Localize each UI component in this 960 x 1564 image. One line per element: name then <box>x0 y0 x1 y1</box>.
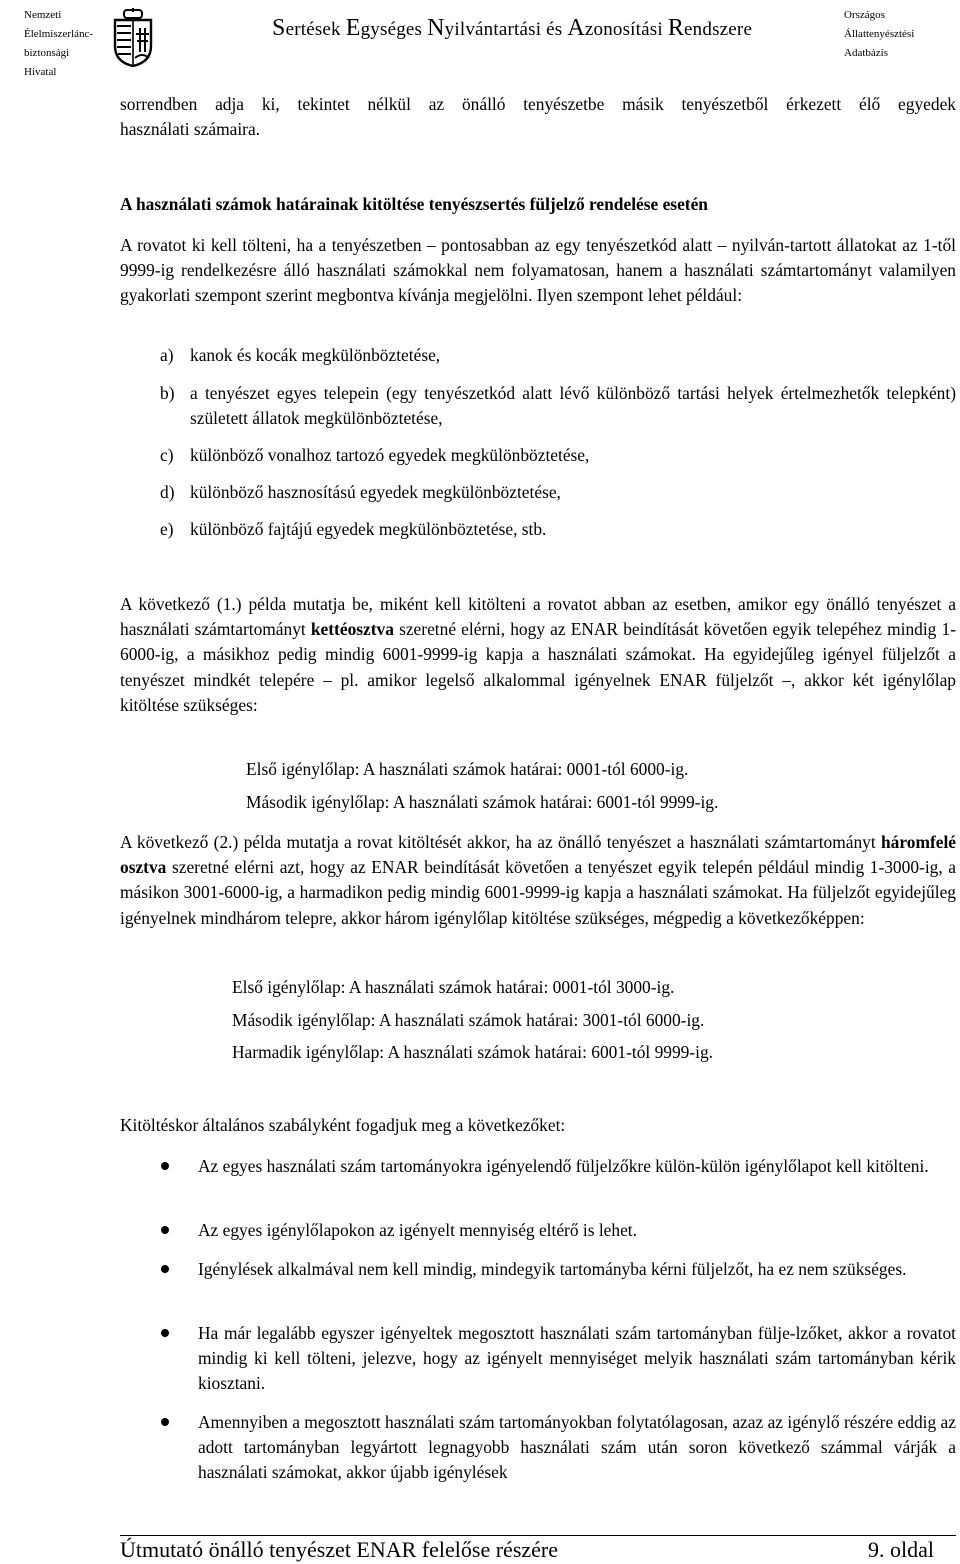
bullet-icon <box>161 1418 169 1426</box>
rule-item: Ha már legalább egyszer igényeltek megosztott használati szám tartományban fülje-lzőket, akkor a rovatot mindig ki kell tölteni, jelezve, hogy az igényelt mennyiséget melyik használati szám tartományban kérik kiosztani. <box>198 1323 956 1394</box>
request-line: Második igénylőlap: A használati számok határai: 6001-tól 9999-ig. <box>246 792 719 812</box>
example-1-text: szeretné elérni, hogy az ENAR beindítását követően egyik telepéhez mindig 1-6000-ig, a másikhoz pedig mindig 6001-9999-ig kapja a használati számokat. Ha egyidejűleg igényel füljelzőt a tenyészet mindkét telepére – pl. amikor legelső alkalommal igényelnek ENAR füljelzőt –, akkor két igénylőlap kitöltése szükséges: <box>120 619 956 715</box>
title-word: Nyilvántartási és <box>427 15 568 41</box>
request-line: Harmadik igénylőlap: A használati számok határai: 6001-tól 9999-ig. <box>232 1042 714 1062</box>
footer-page-number: 9. oldal <box>868 1537 934 1562</box>
title-word: Rendszere <box>667 15 753 41</box>
nebih-name-line: Hivatal <box>24 66 57 78</box>
list-item-text: különböző vonalhoz tartozó egyedek megkülönböztetése, <box>190 445 590 466</box>
list-item <box>160 381 956 431</box>
bullet-icon <box>161 1329 169 1337</box>
request-line: Első igénylőlap: A használati számok határai: 0001-tól 6000-ig. <box>246 759 689 779</box>
nebih-name-line: Élelmiszerlánc- <box>24 28 94 40</box>
database-name-line: Állattenyésztési <box>844 28 915 40</box>
database-name <box>844 6 914 63</box>
list-item <box>160 480 956 505</box>
list-item-label: a) <box>160 345 174 365</box>
list-item-text: kanok és kocák megkülönböztetése, <box>190 345 441 366</box>
list-item-text: különböző fajtájú egyedek megkülönböztetése, stb. <box>190 519 547 540</box>
list-item-text: különböző hasznosítású egyedek megkülönböztetése, <box>190 482 561 503</box>
example-2-emphasis: háromfelé osztva <box>120 832 956 878</box>
nebih-name-line: biztonsági <box>24 47 70 59</box>
example-2-text: szeretné elérni azt, hogy az ENAR beindítását követően a tenyészet egyik telepén például mindig 1-3000-ig, a másikon 3001-6000-ig, a harmadikon pedig mindig 6001-9999-ig kapja a használati számokat. Ha füljelzőt egyidejűleg igényelnek mindhárom telepre, akkor három igénylőlap kitöltése szükséges, mégpedig a következőképpen: <box>120 857 956 928</box>
request-line: Első igénylőlap: A használati számok határai: 0001-tól 3000-ig. <box>232 977 675 997</box>
list-item-label: c) <box>160 445 174 465</box>
list-item <box>160 443 956 468</box>
nebih-name-line: Nemzeti <box>24 9 62 21</box>
title-word: Sertések <box>272 15 346 41</box>
example-2-paragraph <box>120 830 956 931</box>
page-title <box>272 15 752 42</box>
footer-divider <box>120 1535 956 1536</box>
example-1-paragraph <box>120 592 956 718</box>
intro-paragraph <box>120 92 956 142</box>
hungarian-coat-of-arms-icon <box>110 8 156 68</box>
list-item <box>160 343 956 368</box>
nebih-name <box>24 6 93 82</box>
rule-item: Az egyes igénylőlapokon az igényelt mennyiség eltérő is lehet. <box>198 1220 637 1240</box>
example-1-text: A következő (1.) példa mutatja be, miként kell kitölteni a rovatot abban az esetben, amikor egy önálló tenyészet a használati számtartományt <box>120 594 956 640</box>
section-paragraph: A rovatot ki kell tölteni, ha a tenyészetben – pontosabban az egy tenyészetkód alatt – nyilván-tartott állatokat az 1-től 9999-ig rendelkezésre álló használati számokkal nem folyamatosan, hanem a használati számtartományt valamilyen gyakorlati szempont szerint megbontva kívánja megjelölni. Ilyen szempont lehet például: <box>120 235 956 306</box>
database-name-line: Országos <box>844 9 885 21</box>
list-item-label: d) <box>160 482 175 502</box>
bullet-icon <box>161 1265 169 1273</box>
title-word: Egységes <box>345 15 428 41</box>
list-item <box>160 517 956 542</box>
database-name-line: Adatbázis <box>844 47 888 59</box>
intro-line: használati számaira. <box>120 119 261 140</box>
bullet-icon <box>161 1162 169 1170</box>
list-item-label: e) <box>160 519 174 539</box>
footer-document-title: Útmutató önálló tenyészet ENAR felelőse részére <box>120 1537 559 1562</box>
bullet-icon <box>161 1226 169 1234</box>
page-header <box>0 0 960 76</box>
section-heading: A használati számok határainak kitöltése tenyészsertés füljelző rendelése esetén <box>120 194 708 214</box>
rules-intro: Kitöltéskor általános szabályként fogadjuk meg a következőket: <box>120 1115 566 1135</box>
request-line: Második igénylőlap: A használati számok határai: 3001-tól 6000-ig. <box>232 1010 705 1030</box>
intro-line: sorrendben adja ki, tekintet nélkül az önálló tenyészetbe másik tenyészetből érkezett élő egyedek <box>120 94 956 114</box>
list-item-text: a tenyészet egyes telepein (egy tenyészetkód alatt lévő különböző tartási helyek értelmezhetők telepként) született állatok megkülönböztetése, <box>190 383 956 429</box>
rule-item: Az egyes használati szám tartományokra igényelendő füljelzőkre külön-külön igénylőlapot kell kitölteni. <box>198 1156 929 1176</box>
example-2-text: A következő (2.) példa mutatja a rovat kitöltését akkor, ha az önálló tenyészet a használati számtartományt <box>120 832 881 852</box>
list-item-label: b) <box>160 383 175 403</box>
title-word: Azonosítási <box>567 15 668 41</box>
example-1-emphasis: kettéosztva <box>310 619 394 640</box>
rule-item: Amennyiben a megosztott használati szám tartományokban folytatólagosan, azaz az igénylő részére eddig az adott tartományban legyártott legnagyobb használati szám után soron következő számmal várják a használati számokat, akkor újabb igénylések <box>198 1412 956 1483</box>
rule-item: Igénylések alkalmával nem kell mindig, mindegyik tartományba kérni füljelzőt, ha ez nem szükséges. <box>198 1259 907 1279</box>
